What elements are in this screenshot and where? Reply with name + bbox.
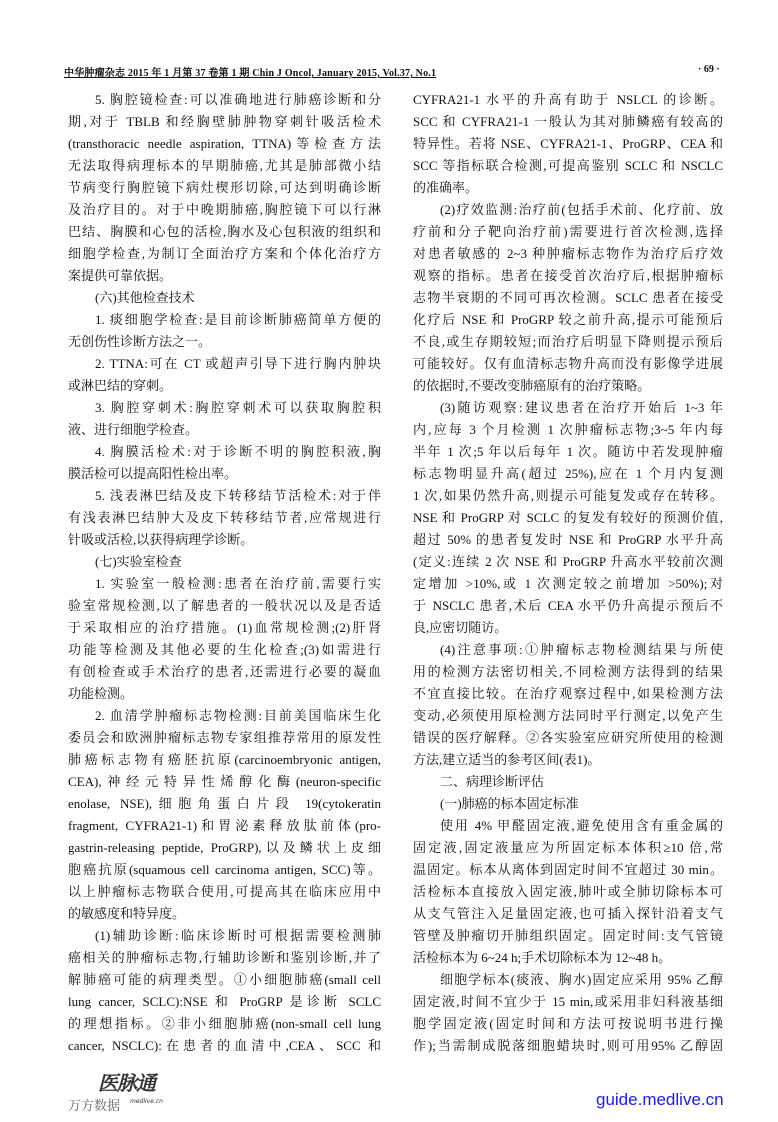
text-line: 癌相关的肿瘤标志物,行辅助诊断和鉴别诊断,并了: [68, 950, 381, 965]
text-line: 良,应密切随访。: [413, 620, 508, 635]
text-line: 使用 4% 甲醛固定液,避免使用含有重金属的: [440, 818, 723, 833]
text-line: 有创检查或手术治疗的患者,还需进行必要的凝血: [68, 664, 381, 679]
text-line: (3)随访观察:建议患者在治疗开始后 1~3 年: [440, 400, 723, 415]
text-line: 活检标本直接放入固定液,肺叶或全肺切除标本可: [413, 884, 723, 899]
paragraph: [68, 89, 381, 287]
text-line: SCC 和 CYFRA21-1 一般认为其对肺鳞癌有较高的: [413, 114, 723, 129]
text-line: 5. 浅表淋巴结及皮下转移结节活检术:对于伴: [95, 488, 381, 503]
text-line: 细胞学标本(痰液、胸水)固定应采用 95% 乙醇: [440, 972, 723, 987]
paragraph: [68, 309, 381, 353]
text-line: 疗前和分子靶向治疗前)需要进行首次检测,选择: [413, 224, 723, 239]
text-line: 以上肿瘤标志物联合使用,可提高其在临床应用中: [68, 884, 381, 899]
right-column: [413, 89, 723, 1057]
text-line: 细胞学检查,为制订全面治疗方案和个体化治疗方: [68, 246, 381, 261]
paragraph: [413, 793, 723, 815]
text-line: 2. TTNA:可在 CT 或超声引导下进行胸内肿块: [95, 356, 381, 371]
text-line: gastrin-releasing peptide, ProGRP),以及鳞状上皮细: [68, 840, 381, 855]
text-line: enolase, NSE),细胞角蛋白片段 19(cytokeratin: [68, 796, 381, 811]
text-line: 5. 胸腔镜检查:可以准确地进行肺癌诊断和分: [95, 92, 381, 107]
paragraph: [68, 441, 381, 485]
text-line: (1)辅助诊断:临床诊断时可根据需要检测肺: [95, 928, 381, 943]
text-line: 志物半衰期的不同可再次检测。SCLC 患者在接受: [413, 290, 723, 305]
text-line: 特异性。若将 NSE、CYFRA21-1、ProGRP、CEA 和: [413, 136, 723, 151]
guide-url-watermark: guide.medlive.cn: [596, 1090, 724, 1109]
paragraph: [68, 287, 381, 309]
wanfang-watermark: 万方数据: [68, 1098, 121, 1113]
paragraph: [68, 397, 381, 441]
left-column: [68, 89, 381, 1057]
text-line: 胞学固定液(固定时间和方法可按说明书进行操: [413, 1016, 723, 1031]
text-line: 半年 1 次;5 年以后每年 1 次。随访中若发现肿瘤: [413, 444, 723, 459]
text-line: 于采取相应的治疗措施。(1)血常规检测;(2)肝肾: [68, 620, 381, 635]
text-line: 肺癌标志物有癌胚抗原(carcinoembryonic antigen,: [68, 752, 381, 767]
text-line: 不宜直接比较。在治疗观察过程中,如果检测方法: [413, 686, 723, 701]
text-line: 错误的医疗解释。②各实验室应研究所使用的检测: [413, 730, 723, 745]
text-line: 用的检测方法密切相关,不同检测方法得到的结果: [413, 664, 723, 679]
text-line: 二、病理诊断评估: [440, 774, 545, 789]
logo-subtext: medlive.cn: [130, 1098, 163, 1105]
paragraph: [68, 485, 381, 551]
text-line: 作);当需制成脱落细胞蜡块时,则可用95% 乙醇固: [413, 1038, 723, 1053]
paragraph: [413, 969, 723, 1057]
text-line: 活检标本为 6~24 h;手术切除标本为 12~48 h。: [413, 950, 672, 965]
text-line: 管壁及肿瘤切开肺组织固定。固定时间:支气管镜: [413, 928, 723, 943]
text-line: 的依据时,不要改变肺癌原有的治疗策略。: [413, 378, 651, 393]
text-line: (transthoracic needle aspiration, TTNA)等检查方法: [68, 136, 381, 151]
text-line: 温固定。标本从离体到固定时间不宜超过 30 min。: [413, 862, 723, 877]
text-line: 胞癌抗原(squamous cell carcinoma antigen, SCC)等。: [68, 862, 381, 877]
text-line: (4)注意事项:①肿瘤标志物检测结果与所使: [440, 642, 723, 657]
text-line: CEA),神经元特异性烯醇化酶(neuron-specific: [68, 774, 381, 789]
text-line: 针吸或活检,以获得病理学诊断。: [68, 532, 254, 547]
text-line: 固定液,固定液量应为所固定标本体积≥10 倍,常: [413, 840, 723, 855]
text-line: 功能检测。: [68, 686, 134, 701]
text-line: (一)肺癌的标本固定标准: [440, 796, 579, 811]
text-line: 膜活检可以提高阳性检出率。: [68, 466, 238, 481]
text-line: 及治疗目的。对于中晚期肺癌,胸腔镜下可以行淋: [68, 202, 381, 217]
text-line: 液、进行细胞学检查。: [68, 422, 199, 437]
text-line: 功能等检测及其他必要的生化检查;(3)如需进行: [68, 642, 381, 657]
text-line: 可能较好。仅有血清标志物升高而没有影像学进展: [413, 356, 723, 371]
journal-citation: 中华肿瘤杂志 2015 年 1 月第 37 卷第 1 期 Chin J Oncol, January 2015, Vol.37, No.1: [64, 68, 437, 79]
text-line: 的理想指标。②非小细胞肺癌(non-small cell lung: [68, 1016, 381, 1031]
text-line: NSE 和 ProGRP 对 SCLC 的复发有较好的预测价值,: [413, 510, 723, 525]
page-number: · 69 ·: [698, 64, 720, 75]
text-line: 无创伤性诊断方法之一。: [68, 334, 212, 349]
paragraph: [413, 639, 723, 771]
running-header: [64, 64, 436, 79]
text-line: SCC 等指标联合检测,可提高鉴别 SCLC 和 NSCLC: [413, 158, 723, 173]
text-line: 于 NSCLC 患者,术后 CEA 水平仍升高提示预后不: [413, 598, 723, 613]
paragraph: [68, 353, 381, 397]
text-line: 标志物明显升高(超过 25%),应在 1 个月内复测: [413, 466, 723, 481]
text-line: (定义:连续 2 次 NSE 和 ProGRP 升高水平较前次测: [413, 554, 723, 569]
text-line: 的准确率。: [413, 180, 479, 195]
paragraph: [68, 573, 381, 705]
text-line: fragment, CYFRA21-1)和胃泌素释放肽前体(pro-: [68, 818, 381, 833]
text-line: 期,对于 TBLB 和经胸壁肺肿物穿刺针吸活检术: [68, 114, 381, 129]
text-line: (2)疗效监测:治疗前(包括手术前、化疗前、放: [440, 202, 723, 217]
text-line: 不良,或生存期较短;而治疗后明显下降则提示预后: [413, 334, 723, 349]
text-line: CYFRA21-1 水平的升高有助于 NSLCL 的诊断。: [413, 92, 723, 107]
paragraph: [413, 89, 723, 199]
text-line: 内,应每 3 个月检测 1 次肿瘤标志物;3~5 年内每: [413, 422, 723, 437]
text-line: cancer, NSCLC):在患者的血清中,CEA、SCC 和: [68, 1038, 381, 1053]
text-line: 1 次,如果仍然升高,则提示可能复发或存在转移。: [413, 488, 723, 503]
text-line: 3. 胸腔穿刺术:胸腔穿刺术可以获取胸腔积: [95, 400, 381, 415]
text-line: 无法取得病理标本的早期肺癌,尤其是肺部微小结: [68, 158, 381, 173]
text-line: 4. 胸膜活检术:对于诊断不明的胸腔积液,胸: [95, 444, 381, 459]
paragraph: [413, 397, 723, 639]
text-line: 案提供可靠依据。: [68, 268, 173, 283]
text-line: 定增加 >10%,或 1 次测定较之前增加 >50%);对: [413, 576, 723, 591]
text-line: 化疗后 NSE 和 ProGRP 较之前升高,提示可能预后: [413, 312, 723, 327]
text-line: 巴结、胸膜和心包的活检,胸水及心包积液的组织和: [68, 224, 381, 239]
text-line: 的敏感度和特异度。: [68, 906, 186, 921]
text-line: 或淋巴结的穿刺。: [68, 378, 173, 393]
text-line: 方法,建立适当的参考区间(表1)。: [413, 752, 601, 767]
text-line: 验室常规检测,以了解患者的一般状况以及是否适: [68, 598, 381, 613]
paragraph: [68, 925, 381, 1057]
text-line: (六)其他检查技术: [95, 290, 195, 305]
text-line: 有浅表淋巴结肿大及皮下转移结节者,应常规进行: [68, 510, 381, 525]
text-line: 2. 血清学肿瘤标志物检测:目前美国临床生化: [95, 708, 381, 723]
text-line: 委员会和欧洲肿瘤标志物专家组推荐常用的原发性: [68, 730, 381, 745]
text-line: 1. 痰细胞学检查:是目前诊断肺癌简单方便的: [95, 312, 381, 327]
text-line: 节病变行胸腔镜下病灶楔形切除,可达到明确诊断: [68, 180, 381, 195]
paragraph: [413, 815, 723, 969]
paragraph: [68, 551, 381, 573]
text-line: (七)实验室检查: [95, 554, 182, 569]
paragraph: [68, 705, 381, 925]
paragraph: [413, 199, 723, 397]
paragraph: [413, 771, 723, 793]
logo-text: 医脉通: [98, 1071, 155, 1095]
text-line: 观察的指标。患者在接受首次治疗后,根据肿瘤标: [413, 268, 723, 283]
text-line: 1. 实验室一般检测:患者在治疗前,需要行实: [95, 576, 381, 591]
text-line: lung cancer, SCLC):NSE 和 ProGRP 是诊断 SCLC: [68, 994, 381, 1009]
text-line: 超过 50% 的患者复发时 NSE 和 ProGRP 水平升高: [413, 532, 723, 547]
text-line: 从支气管注入足量固定液,也可插入探针沿着支气: [413, 906, 723, 921]
text-line: 变动,必须使用原检测方法同时平行测定,以免产生: [413, 708, 723, 723]
text-line: 对患者敏感的 2~3 种肿瘤标志物作为治疗后疗效: [413, 246, 723, 261]
text-line: 解肺癌可能的病理类型。①小细胞肺癌(small cell: [68, 972, 381, 987]
text-line: 固定液,时间不宜少于 15 min,或采用非妇科液基细: [413, 994, 723, 1009]
